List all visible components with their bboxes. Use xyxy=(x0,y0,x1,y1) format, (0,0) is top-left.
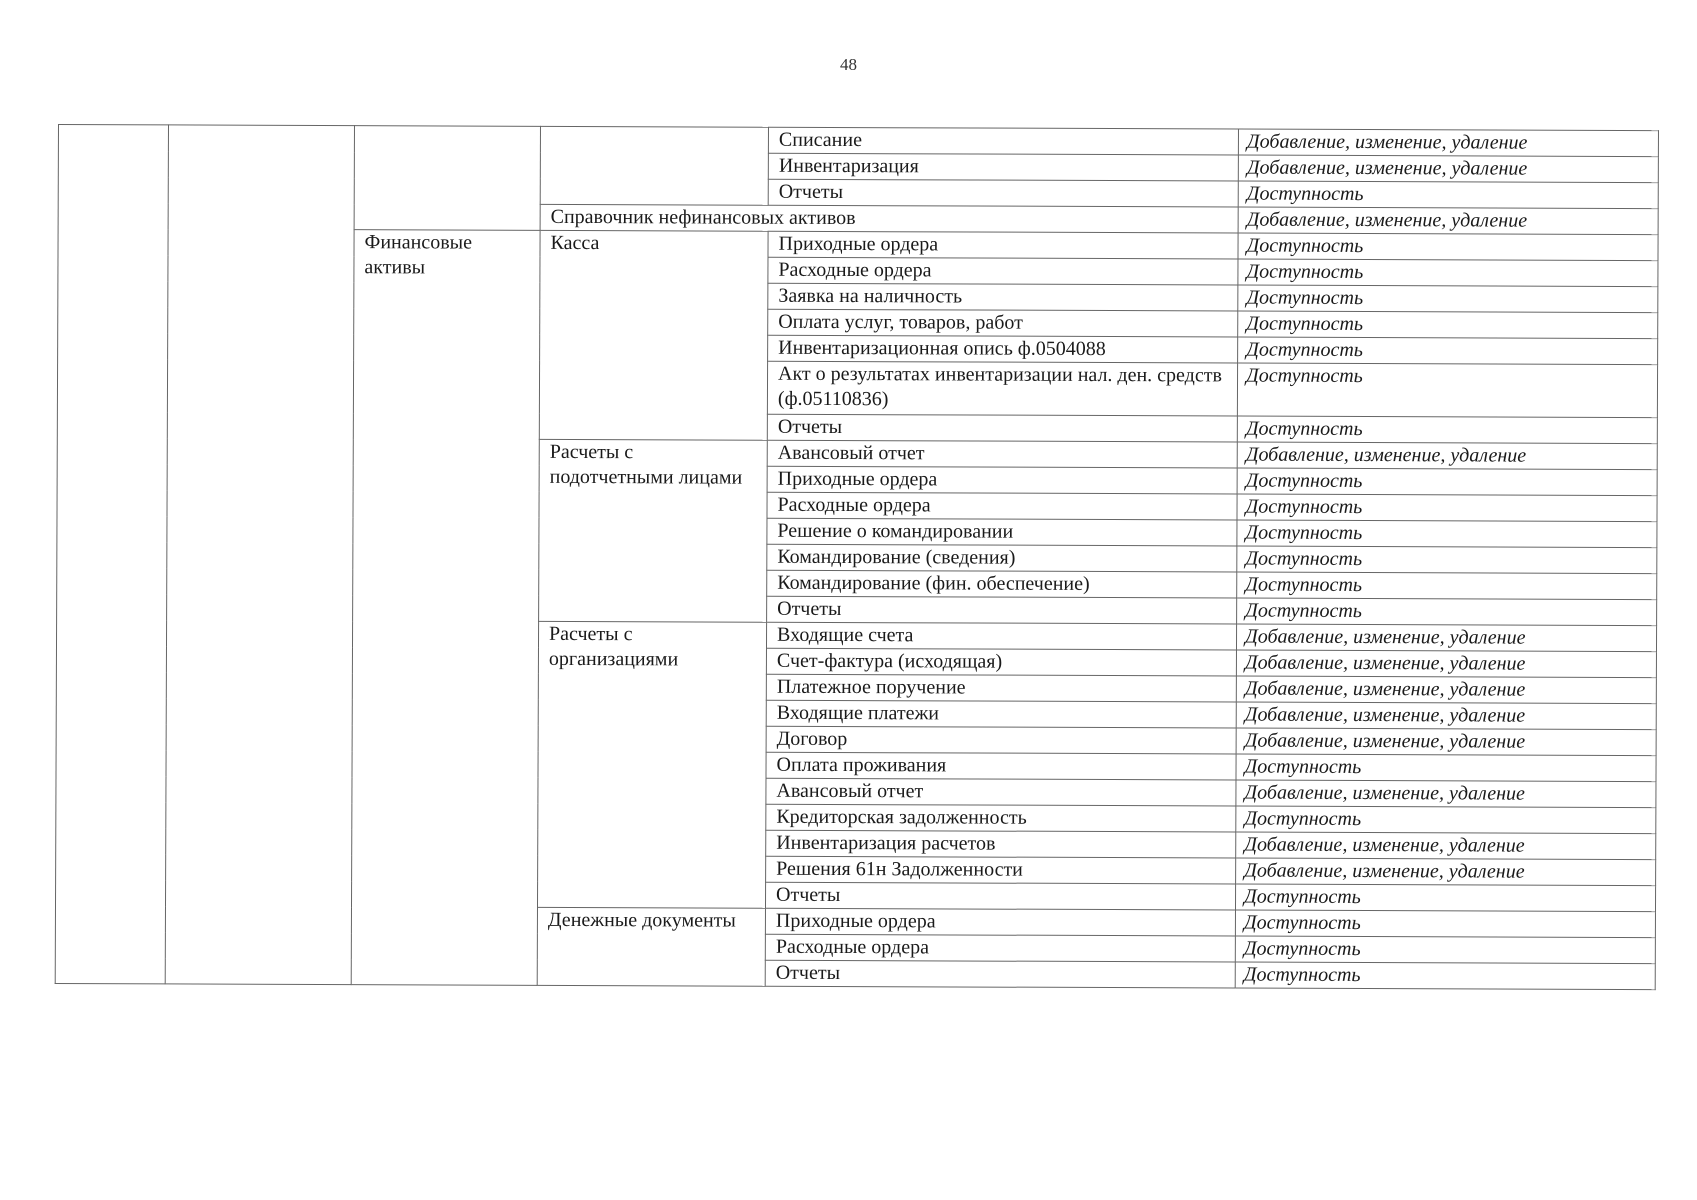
item-name: Отчеты xyxy=(767,596,1237,624)
item-name: Входящие платежи xyxy=(766,700,1236,728)
item-name: Оплата проживания xyxy=(766,752,1236,780)
item-name: Решения 61н Задолженности xyxy=(766,856,1236,884)
item-access: Доступность xyxy=(1237,494,1657,522)
item-access: Добавление, изменение, удаление xyxy=(1236,780,1656,808)
item-name: Кредиторская задолженность xyxy=(766,804,1236,832)
item-access: Доступность xyxy=(1237,468,1657,496)
item-access: Добавление, изменение, удаление xyxy=(1238,155,1658,183)
item-access: Доступность xyxy=(1237,598,1657,626)
item-access: Доступность xyxy=(1237,520,1657,548)
subsection-name: Касса xyxy=(539,230,768,440)
item-access: Доступность xyxy=(1238,285,1658,313)
item-access: Доступность xyxy=(1235,910,1655,938)
item-name: Оплата услуг, товаров, работ xyxy=(768,309,1238,337)
item-access: Доступность xyxy=(1235,936,1655,964)
item-access: Добавление, изменение, удаление xyxy=(1236,650,1656,678)
item-name: Приходные ордера xyxy=(768,231,1238,259)
item-name: Заявка на наличность xyxy=(768,283,1238,311)
item-access: Добавление, изменение, удаление xyxy=(1236,728,1656,756)
item-access: Добавление, изменение, удаление xyxy=(1237,442,1657,470)
item-name: Расходные ордера xyxy=(767,492,1237,520)
item-access: Добавление, изменение, удаление xyxy=(1236,832,1656,860)
item-access: Доступность xyxy=(1237,363,1657,418)
item-access: Доступность xyxy=(1238,259,1658,287)
item-access: Доступность xyxy=(1237,546,1657,574)
subsection-name: Расчеты с подотчетными лицами xyxy=(539,439,768,622)
page-number: 48 xyxy=(840,55,857,74)
item-name: Платежное поручение xyxy=(766,674,1236,702)
item-access: Доступность xyxy=(1238,181,1658,209)
item-name: Входящие счета xyxy=(766,622,1236,650)
item-name: Акт о результатах инвентаризации нал. ден. средств (ф.05110836) xyxy=(767,361,1237,416)
item-name: Инвентаризация xyxy=(768,153,1238,181)
subsection-name: Расчеты с организациями xyxy=(537,621,766,908)
item-access: Доступность xyxy=(1238,311,1658,339)
item-name: Отчеты xyxy=(768,179,1238,207)
item-name: Авансовый отчет xyxy=(766,778,1236,806)
subsection-cell-continued xyxy=(540,126,768,205)
section-name: Финансовые активы xyxy=(351,230,540,986)
item-access: Доступность xyxy=(1237,572,1657,600)
item-access: Доступность xyxy=(1238,233,1658,261)
item-access: Доступность xyxy=(1236,754,1656,782)
section-cell-continued xyxy=(354,126,540,231)
item-name: Договор xyxy=(766,726,1236,754)
item-access: Добавление, изменение, удаление xyxy=(1238,129,1658,157)
item-access: Доступность xyxy=(1235,884,1655,912)
item-access: Доступность xyxy=(1238,337,1658,365)
item-name: Отчеты xyxy=(765,882,1235,910)
item-access: Доступность xyxy=(1235,962,1655,990)
item-name: Приходные ордера xyxy=(765,908,1235,936)
access-rights-table xyxy=(55,124,1659,990)
item-name: Решение о командировании xyxy=(767,518,1237,546)
access-rights-table-sheet xyxy=(55,124,1659,990)
item-name: Отчеты xyxy=(767,414,1237,442)
item-name: Отчеты xyxy=(765,960,1235,988)
item-access: Добавление, изменение, удаление xyxy=(1238,207,1658,235)
item-name: Инвентаризация расчетов xyxy=(766,830,1236,858)
item-name: Командирование (фин. обеспечение) xyxy=(767,570,1237,598)
item-name: Расходные ордера xyxy=(765,934,1235,962)
item-access: Доступность xyxy=(1237,416,1657,444)
item-access: Доступность xyxy=(1236,806,1656,834)
item-name: Командирование (сведения) xyxy=(767,544,1237,572)
item-name: Расходные ордера xyxy=(768,257,1238,285)
subsection-name: Денежные документы xyxy=(537,907,765,986)
item-name: Списание xyxy=(768,127,1238,155)
item-name: Авансовый отчет xyxy=(767,440,1237,468)
item-name: Инвентаризационная опись ф.0504088 xyxy=(768,335,1238,363)
subsection-name: Справочник нефинансовых активов xyxy=(540,204,1238,233)
table-row xyxy=(58,125,1658,157)
col-2-cell xyxy=(165,125,354,985)
col-1-cell xyxy=(55,125,168,984)
item-name: Счет-фактура (исходящая) xyxy=(766,648,1236,676)
item-access: Добавление, изменение, удаление xyxy=(1236,676,1656,704)
item-name: Приходные ордера xyxy=(767,466,1237,494)
item-access: Добавление, изменение, удаление xyxy=(1236,624,1656,652)
item-access: Добавление, изменение, удаление xyxy=(1236,702,1656,730)
item-access: Добавление, изменение, удаление xyxy=(1236,858,1656,886)
